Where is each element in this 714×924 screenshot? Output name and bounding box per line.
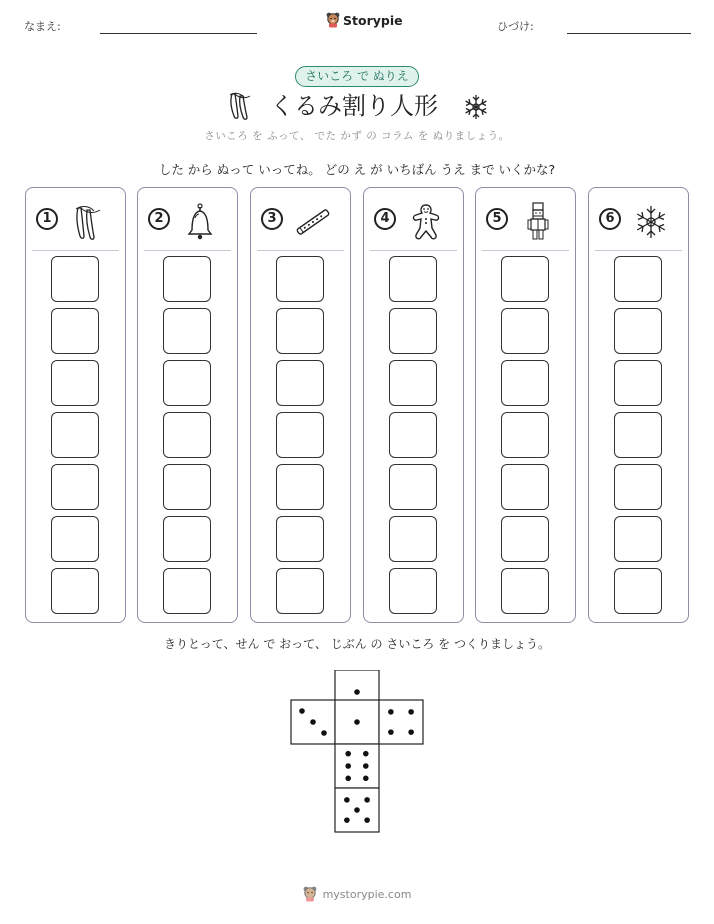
date-label: ひづけ: [497, 20, 534, 33]
color-cell[interactable] [501, 360, 549, 406]
color-cell[interactable] [614, 308, 662, 354]
dice-pip [299, 708, 305, 714]
flute-icon [293, 202, 333, 242]
gingerbread-man-icon [406, 202, 446, 242]
column-divider [370, 250, 457, 251]
color-cell[interactable] [389, 308, 437, 354]
color-cell[interactable] [614, 412, 662, 458]
column-5 [475, 187, 576, 623]
column-divider [595, 250, 682, 251]
color-cell[interactable] [389, 568, 437, 614]
activity-badge: さいころ で ぬりえ [295, 66, 419, 87]
dice-pip [408, 729, 414, 735]
dice-pip [364, 817, 370, 823]
dice-pip [345, 751, 351, 757]
color-cell[interactable] [501, 412, 549, 458]
column-number: 4 [374, 208, 396, 230]
name-label: なまえ: [24, 20, 61, 33]
column-number: 5 [486, 208, 508, 230]
name-line [100, 33, 257, 34]
color-cell[interactable] [614, 256, 662, 302]
dice-pip [344, 817, 350, 823]
color-cell[interactable] [614, 360, 662, 406]
cut-instruction: きりとって、せん で おって、 じぶん の さいころ を つくりましょう。 [164, 637, 550, 651]
color-cell[interactable] [276, 464, 324, 510]
column-number: 2 [148, 208, 170, 230]
color-cell[interactable] [163, 412, 211, 458]
color-cell[interactable] [276, 360, 324, 406]
column-header [374, 202, 454, 242]
color-cell[interactable] [614, 568, 662, 614]
column-number: 3 [261, 208, 283, 230]
column-divider [144, 250, 231, 251]
column-1 [25, 187, 126, 623]
dice-face-right [379, 700, 423, 744]
dice-pip [363, 763, 369, 769]
dice-pip [345, 763, 351, 769]
dice-pip [364, 797, 370, 803]
color-cell[interactable] [51, 256, 99, 302]
title-row [0, 88, 714, 124]
color-cell[interactable] [389, 360, 437, 406]
dice-pip [354, 719, 360, 725]
footer [0, 886, 714, 902]
column-header [599, 202, 679, 242]
dice-pip [388, 729, 394, 735]
dice-face-below-1 [335, 744, 379, 788]
dice-pip [363, 776, 369, 782]
column-header [148, 202, 228, 242]
instruction: した から ぬって いってね。 どの え が いちばん うえ まで いくかな? [158, 162, 556, 177]
color-cell[interactable] [51, 360, 99, 406]
color-cell[interactable] [163, 516, 211, 562]
color-cell[interactable] [276, 516, 324, 562]
dice-net [290, 670, 426, 835]
color-cell[interactable] [389, 464, 437, 510]
bear-icon [326, 12, 340, 28]
dice-pip [354, 807, 360, 813]
color-cell[interactable] [163, 256, 211, 302]
column-divider [32, 250, 119, 251]
color-cell[interactable] [51, 516, 99, 562]
color-cell[interactable] [614, 516, 662, 562]
bell-icon [180, 202, 220, 242]
column-3 [250, 187, 351, 623]
color-cell[interactable] [389, 412, 437, 458]
column-6 [588, 187, 689, 623]
color-cell[interactable] [501, 464, 549, 510]
page-title: くるみ割り人形 [270, 92, 438, 120]
dice-pip [354, 689, 360, 695]
color-cell[interactable] [501, 308, 549, 354]
snowflake-icon [631, 202, 671, 242]
color-cell[interactable] [163, 464, 211, 510]
column-header [486, 202, 566, 242]
column-2 [137, 187, 238, 623]
dice-pip [344, 797, 350, 803]
footer-url: mystorypie.com [322, 887, 412, 901]
column-divider [482, 250, 569, 251]
color-cell[interactable] [276, 308, 324, 354]
brand-name: Storypie [343, 12, 403, 28]
nutcracker-icon [518, 202, 558, 242]
color-cell[interactable] [51, 464, 99, 510]
subtitle: さいころ を ふって、 でた かず の コラム を ぬりましょう。 [204, 130, 510, 142]
color-cell[interactable] [501, 256, 549, 302]
color-cell[interactable] [276, 256, 324, 302]
snowflake-icon [462, 93, 490, 121]
dice-pip [408, 709, 414, 715]
dice-pip [388, 709, 394, 715]
brand-logo [326, 12, 403, 28]
dice-pip [345, 776, 351, 782]
column-divider [257, 250, 344, 251]
dice-pip [310, 719, 316, 725]
color-cell[interactable] [276, 568, 324, 614]
column-header [36, 202, 116, 242]
color-cell[interactable] [276, 412, 324, 458]
bear-icon [303, 886, 317, 902]
dice-pip [321, 730, 327, 736]
color-cell[interactable] [163, 568, 211, 614]
color-cell[interactable] [163, 360, 211, 406]
color-cell[interactable] [51, 568, 99, 614]
color-cell[interactable] [501, 516, 549, 562]
color-cell[interactable] [614, 464, 662, 510]
color-cell[interactable] [51, 412, 99, 458]
color-cell[interactable] [163, 308, 211, 354]
color-cell[interactable] [501, 568, 549, 614]
column-number: 6 [599, 208, 621, 230]
dice-pip [363, 751, 369, 757]
color-cell[interactable] [389, 516, 437, 562]
ballet-shoes-icon [68, 202, 108, 242]
column-4 [363, 187, 464, 623]
ballet-shoes-icon [226, 90, 256, 122]
color-cell[interactable] [389, 256, 437, 302]
column-header [261, 202, 341, 242]
color-cell[interactable] [51, 308, 99, 354]
date-line [567, 33, 691, 34]
column-number: 1 [36, 208, 58, 230]
